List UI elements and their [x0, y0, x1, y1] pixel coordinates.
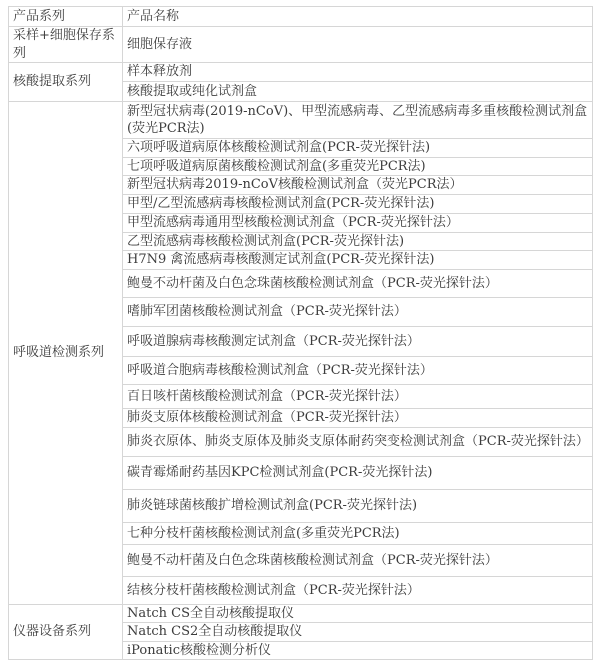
product-cell: 鲍曼不动杆菌及白色念珠菌核酸检测试剂盒（PCR-荧光探针法）: [123, 544, 593, 576]
product-cell: Natch CS全自动核酸提取仪: [123, 604, 593, 623]
product-cell: 新型冠状病毒2019-nCoV核酸检测试剂盒（荧光PCR法）: [123, 176, 593, 195]
col-header-product-name: 产品名称: [123, 7, 593, 27]
table-row: [9, 604, 593, 623]
product-cell: 肺炎支原体核酸检测试剂盒（PCR-荧光探针法）: [123, 408, 593, 427]
product-cell: 六项呼吸道病原体核酸检测试剂盒(PCR-荧光探针法): [123, 139, 593, 158]
product-cell: 新型冠状病毒(2019-nCoV)、甲型流感病毒、乙型流感病毒多重核酸检测试剂盒(荧光PCR法): [123, 102, 593, 139]
series-cell: 呼吸道检测系列: [9, 102, 123, 605]
product-cell: Natch CS2全自动核酸提取仪: [123, 623, 593, 642]
series-cell: 仪器设备系列: [9, 604, 123, 660]
product-cell: 嗜肺军团菌核酸检测试剂盒（PCR-荧光探针法）: [123, 297, 593, 326]
product-cell: H7N9 禽流感病毒核酸测定试剂盒(PCR-荧光探针法): [123, 251, 593, 270]
product-cell: 肺炎衣原体、肺炎支原体及肺炎支原体耐药突变检测试剂盒（PCR-荧光探针法）: [123, 427, 593, 456]
product-cell: 样本释放剂: [123, 63, 593, 82]
product-cell: 碳青霉烯耐药基因KPC检测试剂盒(PCR-荧光探针法): [123, 456, 593, 489]
product-cell: 核酸提取或纯化试剂盒: [123, 82, 593, 102]
product-cell: 七项呼吸道病原菌核酸检测试剂盒(多重荧光PCR法): [123, 157, 593, 176]
series-cell: 核酸提取系列: [9, 63, 123, 102]
product-cell: 呼吸道合胞病毒核酸检测试剂盒（PCR-荧光探针法）: [123, 356, 593, 384]
product-cell: 鲍曼不动杆菌及白色念珠菌核酸检测试剂盒（PCR-荧光探针法）: [123, 269, 593, 297]
product-cell: 细胞保存液: [123, 27, 593, 63]
product-cell: iPonatic核酸检测分析仪: [123, 641, 593, 660]
table-row: [9, 63, 593, 82]
table-row: [9, 102, 593, 139]
table-row: [9, 27, 593, 63]
product-cell: 乙型流感病毒核酸检测试剂盒(PCR-荧光探针法): [123, 232, 593, 251]
product-cell: 肺炎链球菌核酸扩增检测试剂盒(PCR-荧光探针法): [123, 489, 593, 522]
product-cell: 七种分枝杆菌核酸检测试剂盒(多重荧光PCR法): [123, 522, 593, 544]
series-cell: 采样+细胞保存系列: [9, 27, 123, 63]
product-table: [8, 6, 593, 660]
product-cell: 结核分枝杆菌核酸检测试剂盒（PCR-荧光探针法）: [123, 576, 593, 604]
product-cell: 甲型流感病毒通用型核酸检测试剂盒（PCR-荧光探针法）: [123, 213, 593, 232]
col-header-series: 产品系列: [9, 7, 123, 27]
product-cell: 甲型/乙型流感病毒核酸检测试剂盒(PCR-荧光探针法): [123, 195, 593, 214]
table-header-row: [9, 7, 593, 27]
product-cell: 百日咳杆菌核酸检测试剂盒（PCR-荧光探针法）: [123, 384, 593, 408]
table-body: [9, 27, 593, 660]
product-cell: 呼吸道腺病毒核酸测定试剂盒（PCR-荧光探针法）: [123, 326, 593, 356]
